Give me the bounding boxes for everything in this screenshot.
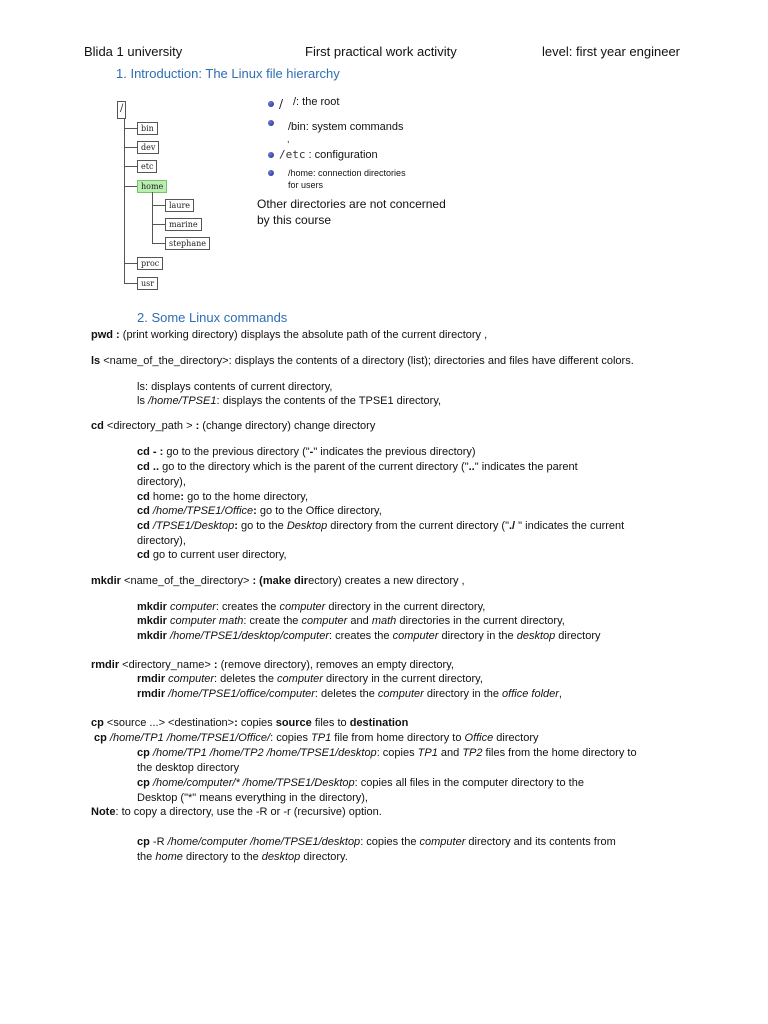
text: : — [180, 491, 185, 503]
path: /home/computer/* /home/TPSE1/Desktop — [149, 777, 355, 789]
cd-ex2 — [137, 460, 578, 474]
section-1-title: 1. Introduction: The Linux file hierarchy — [116, 66, 340, 81]
bullet-icon — [268, 120, 274, 126]
tree-branch — [124, 147, 137, 148]
text: : displays the contents of the TPSE1 directory, — [216, 395, 442, 407]
cmd: cd — [91, 420, 104, 432]
cmd: cp — [137, 836, 150, 848]
rmdir-line — [91, 658, 454, 672]
text: : copies the — [360, 836, 420, 848]
legend-home-1: /home: connection directories — [288, 168, 406, 178]
path: /home/TP1 /home/TP2 /home/TPSE1/desktop — [149, 747, 377, 759]
text: " indicates the previous directory) — [313, 446, 476, 458]
cmd: ls — [137, 381, 145, 393]
text: directory — [555, 630, 601, 642]
cp-ex3-wrap: Desktop ("*" means everything in the directory), — [137, 792, 368, 804]
cmd: mkdir — [137, 601, 167, 613]
tree-node-home: home — [137, 180, 167, 193]
cmd: cp — [137, 747, 150, 759]
cp-ex2 — [137, 746, 637, 760]
legend-bin: /bin: system commands — [288, 121, 404, 133]
text: directory in the — [438, 630, 517, 642]
text: directory and its contents from — [465, 836, 616, 848]
text: <directory_path > — [103, 420, 196, 432]
legend-comma: , — [287, 134, 290, 144]
text: : — [195, 420, 200, 432]
text: (change directory) change directory — [199, 420, 376, 432]
mkdir-ex2 — [137, 614, 565, 628]
tree-node-laure: laure — [165, 199, 194, 212]
text: go to the previous directory (" — [163, 446, 310, 458]
cd-ex2-wrap: directory), — [137, 476, 186, 488]
text: go to the home directory, — [184, 491, 309, 503]
cmd: pwd : — [91, 329, 120, 341]
text: : — [234, 520, 238, 532]
text: : creates the — [329, 630, 393, 642]
bullet-icon — [268, 170, 274, 176]
tree-node-dev: dev — [137, 141, 159, 154]
text: desktop — [261, 851, 301, 863]
cmd: mkdir — [91, 575, 121, 587]
tree-trunk-line — [124, 118, 125, 284]
cp-ex1 — [94, 731, 539, 745]
text: go to the directory which is the parent of the current directory (" — [159, 461, 469, 473]
path: /home/computer /home/TPSE1/desktop — [167, 836, 361, 848]
text: : copies — [270, 732, 312, 744]
header-university: Blida 1 university — [84, 44, 183, 59]
text: home — [155, 851, 183, 863]
text: : (make dir — [252, 575, 309, 587]
legend-etc-desc: : configuration — [305, 149, 378, 161]
text: : deletes the — [214, 673, 278, 685]
header-level: level: first year engineer — [542, 44, 681, 59]
text: the — [137, 851, 156, 863]
legend-etc-symbol: /etc — [279, 148, 306, 161]
text: go to the Office directory, — [256, 505, 382, 517]
legend-other-2: by this course — [257, 213, 332, 227]
cmd: cp — [94, 732, 107, 744]
tree-branch — [124, 128, 137, 129]
cmd: rmdir — [137, 688, 166, 700]
text: home — [149, 491, 181, 503]
tree-node-marine: marine — [165, 218, 202, 231]
text: (print working directory) displays the absolute path of the current directory , — [119, 329, 488, 341]
tree-node-stephane: stephane — [165, 237, 210, 250]
text: computer — [377, 688, 424, 700]
text: files from the home directory to — [482, 747, 637, 759]
path: /TPSE1/Desktop — [152, 520, 235, 532]
text: files to — [311, 717, 350, 729]
cd-ex5-wrap: directory), — [137, 535, 186, 547]
cmd: ls — [137, 395, 148, 407]
cmd: cd — [137, 549, 150, 561]
header-activity: First practical work activity — [305, 44, 457, 59]
cp-ex4-wrap — [137, 850, 348, 864]
text: <name_of_the_directory> — [100, 355, 229, 367]
path: computer math — [166, 615, 244, 627]
text: go to current user directory, — [149, 549, 287, 561]
cd-ex5 — [137, 519, 624, 533]
text: : deletes the — [314, 688, 378, 700]
cmd: cd - : — [137, 446, 164, 458]
path: /home/TP1 /home/TPSE1/Office/ — [106, 732, 271, 744]
rmdir-ex1 — [137, 672, 483, 686]
cd-ex3 — [137, 490, 308, 504]
cd-line — [91, 419, 375, 433]
legend-root-symbol: / — [279, 97, 284, 111]
text: directory in the — [423, 688, 503, 700]
tree-branch — [152, 224, 165, 225]
text: : create the — [243, 615, 302, 627]
tree-node-etc: etc — [137, 160, 157, 173]
note-label: Note — [91, 806, 116, 818]
text: TP1 — [311, 732, 332, 744]
text: : displays the contents of a directory (list); directories and files have different colors. — [228, 355, 634, 367]
tree-branch — [152, 205, 165, 206]
ls-ex2 — [137, 394, 441, 408]
text: computer — [301, 615, 348, 627]
tree-home-line — [152, 192, 153, 244]
text: <name_of_the_directory> — [120, 575, 253, 587]
text: TP2 — [462, 747, 483, 759]
text: go to the — [237, 520, 287, 532]
path: /home/TPSE1/office/computer — [165, 688, 315, 700]
cmd: rmdir — [137, 673, 166, 685]
cp-note — [91, 805, 382, 819]
text: copies — [237, 717, 276, 729]
cmd: mkdir — [137, 630, 167, 642]
text: .. — [468, 461, 475, 473]
cp-ex2-wrap: the desktop directory — [137, 762, 240, 774]
path: computer — [166, 601, 216, 613]
mkdir-ex3 — [137, 629, 601, 643]
tree-branch — [124, 166, 137, 167]
text: : — [213, 659, 218, 671]
text: : — [253, 505, 257, 517]
text: ./ — [509, 520, 519, 532]
text: directory. — [300, 851, 348, 863]
text: : creates the — [215, 601, 280, 613]
text: " indicates the current — [518, 520, 625, 532]
path: /home/TPSE1/desktop/computer — [166, 630, 329, 642]
text: : copies all files in the computer directory to the — [354, 777, 584, 789]
text: Office — [464, 732, 494, 744]
text: and — [347, 615, 372, 627]
text: - — [309, 446, 314, 458]
bullet-icon — [268, 152, 274, 158]
text: <directory_name> — [119, 659, 214, 671]
text: computer — [277, 673, 323, 685]
tree-branch — [124, 263, 137, 264]
cmd: cd — [137, 520, 153, 532]
text: and — [437, 747, 463, 759]
cmd: cd — [137, 505, 153, 517]
legend-home-2: for users — [288, 180, 324, 190]
pwd-line — [91, 328, 487, 342]
tree-branch — [124, 186, 137, 187]
cmd: cd — [137, 491, 150, 503]
legend-root: /: the root — [293, 96, 340, 108]
text: source — [275, 717, 312, 729]
text: " indicates the parent — [474, 461, 578, 473]
ls-ex1 — [137, 380, 332, 394]
cmd: mkdir — [137, 615, 167, 627]
mkdir-line — [91, 574, 465, 588]
cd-ex6 — [137, 548, 287, 562]
path: /home/TPSE1 — [148, 395, 217, 407]
path: computer — [165, 673, 215, 685]
mkdir-ex1 — [137, 600, 485, 614]
tree-node-bin: bin — [137, 122, 158, 135]
text: directory to the — [182, 851, 262, 863]
text: directory in the current directory, — [325, 601, 486, 613]
text: computer — [392, 630, 439, 642]
cmd: ls — [91, 355, 101, 367]
cd-ex4 — [137, 504, 382, 518]
cp-ex4 — [137, 835, 616, 849]
tree-node-usr: usr — [137, 277, 158, 290]
text: <source ...> <destination> — [103, 717, 235, 729]
text: TP1 — [417, 747, 438, 759]
cp-line — [91, 716, 408, 730]
legend-etc — [279, 148, 378, 162]
cmd: cp — [91, 717, 104, 729]
text: : displays contents of current directory, — [144, 381, 333, 393]
cp-ex3 — [137, 776, 584, 790]
legend-other-1: Other directories are not concerned — [257, 197, 446, 211]
text: : copies — [376, 747, 418, 759]
text: (remove directory), removes an empty directory, — [217, 659, 454, 671]
text: -R — [149, 836, 168, 848]
text: directory in the current directory, — [322, 673, 483, 685]
text: directory from the current directory (" — [327, 520, 509, 532]
cmd: cp — [137, 777, 150, 789]
cmd: cd .. — [137, 461, 160, 473]
text: destination — [349, 717, 409, 729]
text: : to copy a directory, use the -R or -r (recursive) option. — [115, 806, 382, 818]
ls-line — [91, 354, 634, 368]
text: desktop — [516, 630, 556, 642]
text: directory — [493, 732, 539, 744]
text: directories in the current directory, — [396, 615, 565, 627]
tree-node-proc: proc — [137, 257, 163, 270]
text: office folder — [502, 688, 559, 700]
text: computer — [419, 836, 466, 848]
tree-node-root: / — [117, 101, 126, 119]
tree-branch — [152, 243, 165, 244]
rmdir-ex2 — [137, 687, 562, 701]
cmd: rmdir — [91, 659, 120, 671]
text: : — [234, 717, 238, 729]
cd-ex1 — [137, 445, 476, 459]
text: , — [558, 688, 562, 700]
text: file from home directory to — [331, 732, 465, 744]
section-2-title: 2. Some Linux commands — [137, 310, 288, 325]
text: Desktop — [286, 520, 328, 532]
text: ectory) creates a new directory , — [308, 575, 465, 587]
tree-branch — [124, 283, 137, 284]
text: computer — [279, 601, 326, 613]
text: math — [371, 615, 397, 627]
bullet-icon — [268, 101, 274, 107]
path: /home/TPSE1/Office — [152, 505, 254, 517]
